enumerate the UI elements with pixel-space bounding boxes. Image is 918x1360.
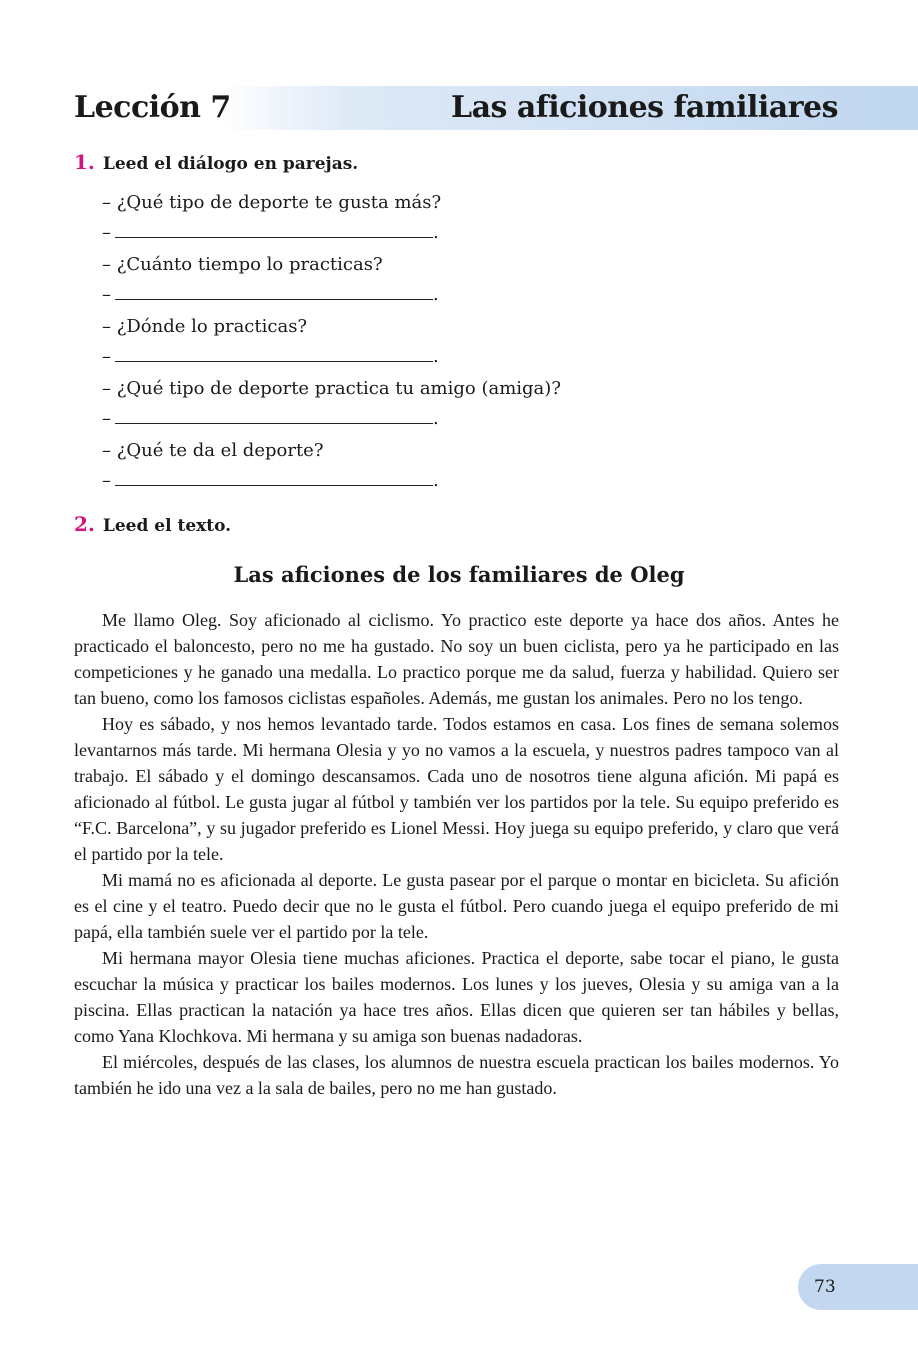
answer-blank[interactable]	[115, 219, 433, 238]
dialog-question: – ¿Dónde lo practicas?	[102, 316, 308, 337]
answer-dash: –	[102, 222, 111, 243]
paragraph: Hoy es sábado, y nos hemos levantado tarde. Todos estamos en casa. Los fines de semana solemos levantarnos más tarde. Mi hermana Olesia y yo no vamos a la escuela, y nuestros padres tampoco van al trabajo. El sábado y el domingo descansamos. Cada uno de nosotros tiene alguna afición. Mi papá es aficionado al fútbol. Le gusta jugar al fútbol y también ver los partidos por la tele. Su equipo preferido es “F.C. Barcelona”, y su jugador preferido es Lionel Messi. Hoy juega su equipo preferido, y claro que verá el partido por la tele.	[74, 714, 839, 864]
answer-period: .	[433, 470, 439, 491]
answer-period: .	[433, 408, 439, 429]
dialog-pair	[102, 312, 702, 372]
lesson-title: Las aficiones familiares	[450, 90, 838, 125]
answer-blank[interactable]	[115, 467, 433, 486]
reading-text	[74, 607, 839, 1101]
answer-dash: –	[102, 284, 111, 305]
answer-blank[interactable]	[115, 281, 433, 300]
answer-period: .	[433, 222, 439, 243]
dialog-pair	[102, 250, 702, 310]
answer-blank[interactable]	[115, 405, 433, 424]
dialog-question: – ¿Qué te da el deporte?	[102, 440, 324, 461]
dialog-question: – ¿Qué tipo de deporte practica tu amigo (amiga)?	[102, 378, 561, 399]
dialog-answer-line[interactable]	[102, 342, 702, 372]
paragraph: El miércoles, después de las clases, los alumnos de nuestra escuela practican los bailes modernos. Yo también he ido una vez a la sala de bailes, pero no me han gustado.	[74, 1052, 839, 1098]
page-number: 73	[814, 1277, 836, 1297]
paragraph: Me llamo Oleg. Soy aficionado al ciclismo. Yo practico este deporte ya hace dos años. Antes he practicado el baloncesto, pero no me ha gustado. No soy un buen ciclista, pero ya he participado en las competiciones y he ganado una medalla. Lo practico porque me da salud, fuerza y habilidad. Quiero ser tan bueno, como los famosos ciclistas españoles. Además, me gustan los animales. Pero no los tengo.	[74, 610, 839, 708]
dialog-question: – ¿Qué tipo de deporte te gusta más?	[102, 192, 442, 213]
reading-title: Las aficiones de los familiares de Oleg	[233, 562, 685, 587]
dialog-question: – ¿Cuánto tiempo lo practicas?	[102, 254, 383, 275]
exercise-2-instruction: Leed el texto.	[102, 516, 232, 536]
dialog-answer-line[interactable]	[102, 280, 702, 310]
exercise-1-instruction: Leed el diálogo en parejas.	[102, 154, 359, 174]
paragraph: Mi mamá no es aficionada al deporte. Le gusta pasear por el parque o montar en bicicleta. Su afición es el cine y el teatro. Puedo decir que no le gusta el fútbol. Pero cuando juega el equipo preferido de mi papá, ella también suele ver el partido por la tele.	[74, 870, 839, 942]
exercise-1-heading	[74, 150, 358, 176]
dialog-pair	[102, 188, 702, 248]
answer-dash: –	[102, 408, 111, 429]
exercise-2-heading	[74, 512, 231, 538]
dialog-answer-line[interactable]	[102, 466, 702, 496]
answer-period: .	[433, 284, 439, 305]
lesson-number: Lección 7	[74, 90, 231, 125]
exercise-1-number: 1.	[74, 150, 95, 174]
dialog-pair	[102, 374, 702, 434]
paragraph: Mi hermana mayor Olesia tiene muchas aficiones. Practica el deporte, sabe tocar el piano, le gusta escuchar la música y practicar los bailes modernos. Los lunes y los jueves, Olesia y su amiga van a la piscina. Ellas practican la natación ya hace tres años. Ellas dicen que quieren ser tan hábiles y bellas, como Yana Klochkova. Mi hermana y su amiga son buenas nadadoras.	[74, 948, 839, 1046]
answer-blank[interactable]	[115, 343, 433, 362]
answer-dash: –	[102, 346, 111, 367]
answer-period: .	[433, 346, 439, 367]
dialog-answer-line[interactable]	[102, 218, 702, 248]
answer-dash: –	[102, 470, 111, 491]
dialog-pair	[102, 436, 702, 496]
exercise-2-number: 2.	[74, 512, 95, 536]
dialog-answer-line[interactable]	[102, 404, 702, 434]
dialog	[102, 188, 702, 498]
